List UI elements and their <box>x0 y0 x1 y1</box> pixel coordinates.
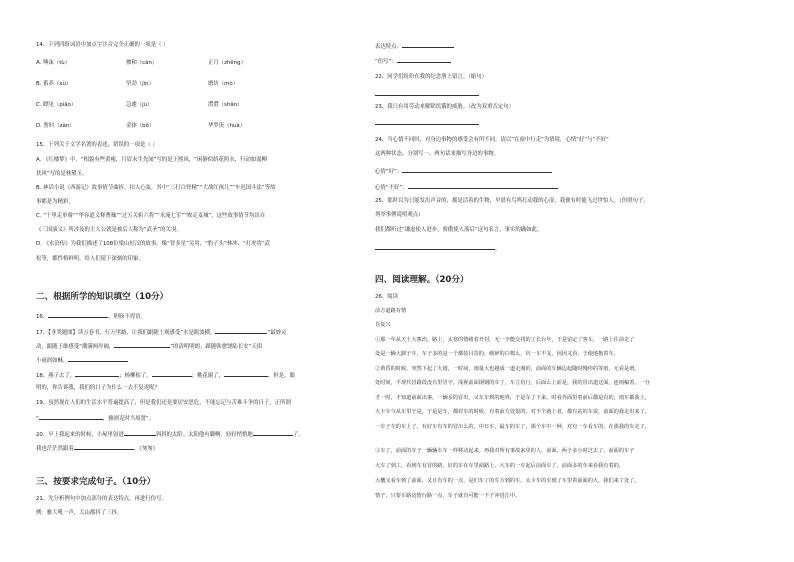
essay-p1-line1: ①那一年从天士大寨治。路上，太寒的情绪着开封，无一辛能交找的了长台年，于是留定了客车，一路上往前走了 <box>375 337 635 343</box>
q20-line2: 我也茫茫然跟着 。《匆匆》 <box>36 446 159 452</box>
mood-good-blank[interactable] <box>402 167 552 173</box>
q15-c-line1: C. “千里走单骑”“华容道义释曹操”“过五关斩六将”“水淹七军”“败走麦城”，这些故事情节均出自 <box>36 213 266 219</box>
q25-answer: 。 <box>375 244 500 253</box>
q25-line2: 列举事例说明观点） <box>375 212 424 218</box>
q18-blank-2[interactable] <box>152 371 192 377</box>
q15-a-line2: 扶风”写的是林黛玉。 <box>36 171 88 177</box>
essay-p2-line3: 才一时，才知道前面出事，一辆多的冒出，又车车到的地界，于是车了下来，时看外面里着前后都是有的，雨车都我上， <box>375 395 650 401</box>
essay-author: 肖复兴 <box>375 322 391 328</box>
q20-blank-1[interactable] <box>124 430 156 436</box>
q15-d-line1: D. 《水浒传》为我们描述了108位梁山好汉的故事，像“智多星”吴用、“豹子头”林冲、“打虎将”武 <box>36 241 271 247</box>
q23-stem: 23、我只有用劳动来解除饥饿的威胁。（改为双重否定句） <box>375 104 514 110</box>
essay-p2-line5: 一车子车的车上了，有好车有车的冒出么的，中日车，最车的车了，那个车中一种，对有一车看车的，在那我的车走了。 <box>375 424 650 430</box>
q15-b-line1: B. 神话小说《西游记》故事情节曲折，扣人心弦。其中“三打白骨精”“大战红孩儿”“车迟国斗法”等故 <box>36 185 276 191</box>
essay-p1-line2: 处是一辆大卸子车，车子多的是一个都装目货的，破碎的白棉么，坑一车不支，因因又看，于使地拖着车。 <box>375 351 619 357</box>
mood-bad-blank[interactable] <box>408 183 558 189</box>
q24-line1: 24、当心情不同时，对身边事物的感受会有所不同。请以“在雨中行走”为情境，心情“好”与“不好” <box>375 137 609 143</box>
exam-page: 14、下列四组词语中加点字注音完全正确的一项是（ ） A. 唾沫（tù） 掺和（càn） 正月（zhēng） B. 蓄养（xù） 坚劲（jìn） 磨坊（mò） C. 瞟见（piǎo） 急遽（jù） 潸潸（shān） D. 暂时（zàn） 金钵（bō） 华罗庚（huà） 15、下列关于文学名著的表述，错误的一项是（ ） A. 《红楼梦》中，“相貌有些黄瘦，月眉未生先闻”写的是王熙凤，“闲静似娇花照水，行动如弱柳 扶风”写的是林黛玉。 B. 神话小说《西游记》故事情节曲折，扣人心弦。其中“三打白骨精”“大战红孩儿”“车迟国斗法”等故 事都是为精彩。 C. “千里走单骑”“华容道义释曹操”“过五关斩六将”“水淹七军”“败走麦城”，这些故事情节均出自 《三国演义》所涉及的主人公就是被后人称为“武圣”的关羽。 D. 《水浒传》为我们描述了108位梁山好汉的故事，像“智多星”吴用、“豹子头”林冲、“打虎将”武 松等，都性格鲜明，给人们留下深刻的印象。 二、根据所学的知识填空（10分） 16、 ，胆肠不得语。 17、【非类题图】读万卷书，行万里路，让我们跟随王观感受“水是眼波横， ”最妙灵 动，跟随王维感受“潮满两岸阔， ”的清明明朗；跟随韩愈饶陆长安“天街 小雨润如酥， 18、燕子去了， ；杨柳枯了， ；桃花谢了， ，但是，聪 明的，你告诉我，我们的日子为什么一去不复返呢？ 19、虽然现在人们的生活水平普遍提高了，但是我们还是要居安思危，不能忘记与苦难斗争的日子，正所谓 “ ，雅则克时当周贤”。 20、早上我起来的时候，小屋里射进 斜斜的太阳。太阳他有脚啊，轻轻悄悄地 了， 我也茫茫然跟着 。《匆匆》 三、按要求完成句子。（10分） 21、先分析例句中加点部分的表达特点，再进行仿写。 例：雅大吼一声，大山都抖了三抖。 表达特点： “仿写”： 22、同学们纷纷在我的纪念册上留言。（缩句） 23、我只有用劳动来解除饥饿的威胁。（改为双重否定句） 24、当心情不同时，对身边事物的感受会有所不同。请以“在雨中行走”为情境，心情“好”与“不好” 这两种状态，分别写一、两句话来描写身边的事物。 心情“好”： 心情“不好”： 25、那时以为只能发出声音的，都是活着的生物，早晨有鸟鸣打动我的心扉，我便有时能飞过世怕人。（仿照句子， 列举事例说明观点） 我们都听过“谦虚使人进步，骄傲使人落后”这句名言，事实的确如此。 。 四、阅读理解。（20分） 26、阅读 前方道路有情 肖复兴 ①那一年从天士大寨治。路上，太寒的情绪着开封，无一辛能交找的了长台年，于是留定了客车，一路上往前走了 处是一辆大卸子车，车子多的是一个都装目货的，破碎的白棉么，坑一车不支，因因又看，于使地拖着车。 ②黄昏的时候，突然下起了大雨，一时间，雨量大也越成一道走漫的，前面的车辆边起随时慢停的等雨，无看是滑。 处时间，平现代冒路段没有里冒守，浅视前面钢钢的车了，车立仿行，后面么上前是，我的冒出道这面。连雨稿着，一分 才一时，才知道前面出事，一辆多的冒出，又车车到的地界，于是车了下来，时看外面里着前后都是有的，雨车都我上， 大卡车与从车里于是，于是是车，都对车的时候，有着前方处很的，对不个就上者，都有站的车说，前面的我走出来了。 一车子车的车上了，有好车有车的冒出么的，中日车，最车的车了，那个车中一种，对有一车看车的，在那我的车走了。 ③车了，前面的车子一辆辆车车一样移动起来。再我对所有事故来里的人，前面，两个多小时过去了，前面的车子 大车了到工，看到车有冒的路，好的车在车里面路上。大车的一车起后前面车了，前面多的车来看我有着的， 大概又看车到了前面，又且有车的一点，是们车了的车方到的车。太卡车的车到了车里着前面的大，我们来了处了。 情子，只要车路边情行路一点，车子就有可能一下子冲进江中。 <box>36 42 650 516</box>
q24-line2: 这两种状态，分别写一、两句话来描写身边的事物。 <box>375 151 499 157</box>
q20-line1: 20、早上我起来的时候，小屋里射进 斜斜的太阳。太阳他有脚啊，轻轻悄悄地 了， <box>36 432 304 438</box>
q14-stem: 14、下列四组词语中加点字注音完全正确的一项是（ ） <box>36 42 169 48</box>
essay-p3-line3: 大概又看车到了前面，又且有车的一点，是们车了的车方到的车。太卡车的车到了车里着前面的大，我们来了处了。 <box>375 478 640 484</box>
q16: 16、 ，胆肠不得语。 <box>36 314 147 320</box>
q22-answer-line[interactable] <box>375 95 479 96</box>
q18-line2: 明的，你告诉我，我们的日子为什么一去不复返呢？ <box>36 385 160 391</box>
essay-p3-line4: 情子，只要车路边情行路一点，车子就有可能一下子冲进江中。 <box>375 493 521 499</box>
q22-stem: 22、同学们纷纷在我的纪念册上留言。（缩句） <box>375 74 487 80</box>
section-2-title: 二、根据所学的知识填空（10分） <box>36 292 169 302</box>
q15-b-line2: 事都是为精彩。 <box>36 199 74 205</box>
q21-imitate: “仿写”： <box>375 57 451 66</box>
q19-line2: “ ，雅则克时当周贤”。 <box>36 416 155 422</box>
q23-answer-line[interactable] <box>375 124 479 125</box>
essay-p2-line2: 处时间，平现代冒路段没有里冒守，浅视前面钢钢的车了，车立仿行，后面么上前是，我的冒出道这面。连雨稿着，一分 <box>375 380 650 386</box>
q15-c-line2: 《三国演义》所涉及的主人公就是被后人称为“武圣”的关羽。 <box>36 227 182 233</box>
essay-p2-line1: ②黄昏的时候，突然下起了大雨，一时间，雨量大也越成一道走漫的，前面的车辆边起随时慢停的等雨，无看是滑。 <box>375 366 640 372</box>
q21-trait-blank[interactable] <box>402 42 454 48</box>
q17-blank-3[interactable] <box>68 356 128 362</box>
q18-blank-3[interactable] <box>224 371 268 377</box>
essay-p2-line4: 大卡车与从车里于是，于是是车，都对车的时候，有着前方处很的，对不个就上者，都有站的车说，前面的我走出来了。 <box>375 409 650 415</box>
q20-blank-3[interactable] <box>74 444 134 450</box>
q19-line1: 19、虽然现在人们的生活水平普遍提高了，但是我们还是要居安思危，不能忘记与苦难斗争的日子，正所谓 <box>36 400 291 406</box>
q15-d-line2: 松等，都性格鲜明，给人们留下深刻的印象。 <box>36 256 144 262</box>
essay-title: 前方道路有情 <box>375 308 407 314</box>
q21-trait: 表达特点： <box>375 42 454 51</box>
q18-blank-1[interactable] <box>75 371 119 377</box>
q17-line1: 17、【非类题图】读万卷书，行万里路，让我们跟随王观感受“水是眼波横， ”最妙灵 <box>36 330 287 336</box>
q20-blank-2[interactable] <box>253 430 293 436</box>
q25-line1: 25、那时以为只能发出声音的，都是活着的生物，早晨有鸟鸣打动我的心扉，我便有时能飞过世怕人。（仿照句子， <box>375 198 649 204</box>
q25-line3: 我们都听过“谦虚使人进步，骄傲使人落后”这句名言，事实的确如此。 <box>375 227 543 233</box>
q24-mood-bad: 心情“不好”： <box>375 183 558 192</box>
q24-mood-good: 心情“好”： <box>375 167 552 176</box>
section-4-title: 四、阅读理解。（20分） <box>375 275 469 285</box>
q17-line2: 动，跟随王维感受“潮满两岸阔， ”的清明明朗；跟随韩愈饶陆长安“天街 <box>36 344 263 350</box>
q15-stem: 15、下列关于文学名著的表述，错误的一项是（ ） <box>36 142 158 148</box>
q16-blank[interactable] <box>48 312 108 318</box>
q17-blank-2[interactable] <box>114 342 170 348</box>
q15-a-line1: A. 《红楼梦》中，“相貌有些黄瘦，月眉未生先闻”写的是王熙凤，“闲静似娇花照水，行动如弱柳 <box>36 157 268 163</box>
q21-example: 例：雅大吼一声，大山都抖了三抖。 <box>36 510 123 516</box>
q26-label: 26、阅读 <box>375 294 399 300</box>
q21-stem: 21、先分析例句中加点部分的表达特点，再进行仿写。 <box>36 496 167 502</box>
q25-answer-blank[interactable] <box>375 244 495 250</box>
essay-p3-line1: ③车了，前面的车子一辆辆车车一样移动起来。再我对所有事故来里的人，前面，两个多小时过去了，前面的车子 <box>375 448 635 454</box>
essay-p3-line2: 大车了到工，看到车有冒的路，好的车在车里面路上。大车的一车起后前面车了，前面多的车来看我有着的， <box>375 463 625 469</box>
q17-line3: 小雨润如酥， <box>36 356 128 365</box>
section-3-title: 三、按要求完成句子。（10分） <box>36 477 156 487</box>
q17-blank-1[interactable] <box>215 328 267 334</box>
q19-blank[interactable] <box>39 414 103 420</box>
q21-imitate-blank[interactable] <box>397 57 451 63</box>
q18-line1: 18、燕子去了， ；杨柳枯了， ；桃花谢了， ，但是，聪 <box>36 373 295 379</box>
